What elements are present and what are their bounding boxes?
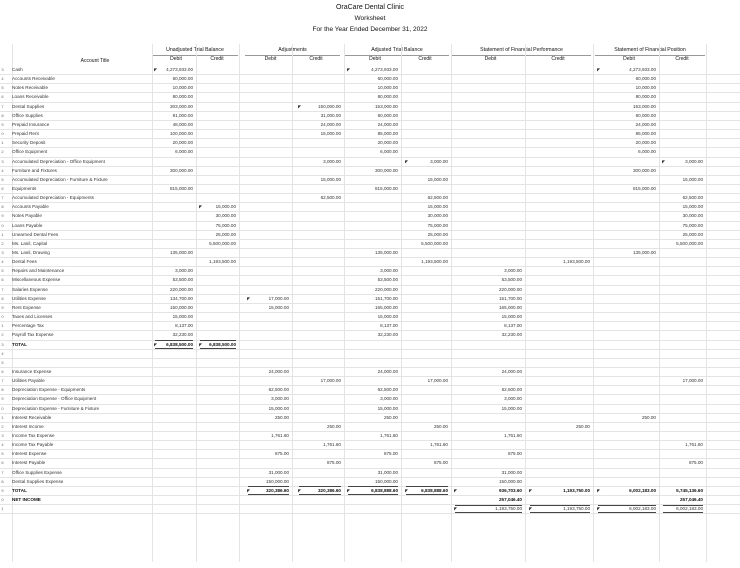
amount-cell: 6,838,888.60 — [421, 487, 448, 493]
amount-cell: 25,000.00 — [215, 231, 236, 237]
row-number: 1 — [1, 231, 4, 237]
amount-cell: 91,000.00 — [172, 112, 193, 118]
cell-flag-icon: ◤ — [597, 487, 601, 493]
amount-cell: 85,000.00 — [635, 131, 656, 137]
amount-cell: 150,000.00 — [499, 478, 522, 484]
account-name: Furniture and Fixtures — [12, 167, 57, 173]
row-number: 5 — [1, 176, 4, 182]
account-name: Taxes and Licenses — [12, 314, 53, 320]
amount-cell: 24,000.00 — [268, 368, 289, 374]
amount-cell: 6,002,183.00 — [629, 506, 656, 512]
row-number: 7 — [1, 469, 4, 475]
amount-cell: 62,500.00 — [268, 387, 289, 393]
amount-cell: 320,386.60 — [318, 487, 341, 493]
amount-cell: 815,000.00 — [633, 185, 656, 191]
company-name: OraCare Dental Clinic — [335, 4, 405, 11]
worksheet-period: For the Year Ended December 31, 2022 — [312, 26, 428, 33]
row-number: 3 — [1, 67, 4, 72]
row-number: 0 — [1, 497, 4, 503]
debit-header: Debit — [623, 56, 635, 62]
amount-cell: 257,046.40 — [499, 497, 522, 503]
account-name: Accumulated Depreciation - Equipments — [12, 195, 94, 201]
amount-cell: 100,000.00 — [170, 131, 193, 137]
group-underline — [452, 55, 591, 56]
amount-cell: 3,000.00 — [380, 268, 398, 274]
amount-cell: 1,761.60 — [271, 433, 289, 438]
amount-cell: 135,000.00 — [375, 250, 398, 255]
account-name: Dental Fees — [12, 259, 37, 265]
amount-cell: 20,000.00 — [172, 140, 193, 146]
amount-cell: 1,761.60 — [685, 442, 703, 448]
amount-cell: 165,000.00 — [499, 304, 522, 310]
row-number: 8 — [1, 387, 4, 393]
column-group-header: Statement of Financial Performance — [480, 47, 563, 53]
account-name: Notes Payable — [12, 213, 42, 219]
row-number: 6 — [1, 368, 4, 374]
row-number: 3 — [1, 158, 4, 164]
amount-cell: 153,000.00 — [633, 103, 656, 109]
cell-flag-icon: ◤ — [529, 487, 533, 493]
amount-cell: 31,000.00 — [320, 112, 341, 118]
amount-cell: 300,000.00 — [375, 167, 398, 173]
account-name: Ms. Lanil, Drawing — [12, 250, 50, 255]
amount-cell: 48,000.00 — [172, 121, 193, 127]
amount-cell: 6,000.00 — [380, 149, 398, 155]
account-name: Dental Supplies Expense — [12, 478, 64, 484]
amount-cell: 8,137.00 — [380, 323, 398, 329]
account-name: Repairs and Maintenance — [12, 268, 65, 274]
amount-cell: 875.00 — [507, 451, 522, 457]
account-name: Office Supplies — [12, 112, 43, 118]
amount-cell: 15,000.00 — [682, 204, 703, 210]
account-name: Depreciation Expense - Equipments — [12, 387, 86, 393]
amount-cell: 135,000.00 — [633, 250, 656, 255]
amount-cell: 15,000.00 — [427, 176, 448, 182]
amount-cell: 24,000.00 — [501, 368, 522, 374]
row-number: 8 — [1, 204, 4, 210]
credit-header: Credit — [551, 56, 565, 62]
amount-cell: 25,000.00 — [682, 231, 703, 237]
cell-flag-icon: ◤ — [529, 506, 533, 512]
account-name: Accumulated Depreciation - Office Equipment — [12, 158, 105, 164]
amount-cell: 75,000.00 — [682, 222, 703, 228]
amount-cell: 300,000.00 — [633, 167, 656, 173]
amount-cell: 75,000.00 — [427, 222, 448, 228]
amount-cell: 150,000.00 — [318, 103, 341, 109]
amount-cell: 151,700.00 — [375, 295, 398, 301]
row-number: 8 — [1, 478, 4, 484]
amount-cell: 32,230.00 — [377, 332, 398, 338]
row-number: 9 — [1, 121, 4, 127]
amount-cell: 31,000.00 — [501, 469, 522, 475]
amount-cell: 250.00 — [433, 423, 448, 429]
account-name: Loans Payable — [12, 222, 43, 228]
amount-cell: 815,000.00 — [170, 185, 193, 191]
amount-cell: 4,273,933.00 — [166, 67, 193, 72]
amount-cell: 250.00 — [274, 414, 289, 420]
row-number: 7 — [1, 195, 4, 201]
amount-cell: 150,000.00 — [170, 304, 193, 310]
amount-cell: 15,000.00 — [377, 405, 398, 411]
amount-cell: 17,000.00 — [268, 295, 289, 301]
amount-cell: 6,000.00 — [175, 149, 193, 155]
debit-header: Debit — [170, 56, 182, 62]
amount-cell: 20,000.00 — [635, 140, 656, 146]
amount-cell: 80,000.00 — [635, 94, 656, 100]
amount-cell: 53,500.00 — [377, 277, 398, 283]
amount-cell: 15,000.00 — [501, 314, 522, 320]
amount-cell: 1,193,500.00 — [421, 259, 448, 265]
grid-row-line — [0, 358, 740, 359]
row-number: 1 — [1, 323, 4, 329]
amount-cell: 1,193,500.00 — [563, 259, 590, 265]
account-name: Office Supplies Expense — [12, 469, 62, 475]
amount-cell: 60,000.00 — [172, 76, 193, 82]
amount-cell: 30,000.00 — [427, 213, 448, 219]
amount-cell: 24,000.00 — [377, 121, 398, 127]
amount-cell: 80,000.00 — [172, 94, 193, 100]
worksheet-title: Worksheet — [354, 15, 386, 22]
cell-flag-icon: ◤ — [247, 295, 251, 301]
account-name: TOTAL — [12, 487, 27, 493]
cell-flag-icon: ◤ — [347, 67, 351, 72]
account-name: Security Deposit — [12, 140, 46, 146]
amount-cell: 62,500.00 — [427, 195, 448, 201]
row-number: 7 — [1, 103, 4, 109]
amount-cell: 8,137.00 — [175, 323, 193, 329]
account-name: Unearned Dental Fees — [12, 231, 59, 237]
amount-cell: 1,193,750.00 — [563, 487, 590, 493]
amount-cell: 17,000.00 — [682, 378, 703, 384]
amount-cell: 6,000.00 — [638, 149, 656, 155]
amount-cell: 250.00 — [326, 423, 341, 429]
amount-cell: 60,000.00 — [635, 76, 656, 82]
amount-cell: 150,000.00 — [266, 478, 289, 484]
amount-cell: 10,000.00 — [172, 85, 193, 91]
amount-cell: 875.00 — [274, 451, 289, 457]
account-name: Cash — [12, 67, 23, 72]
amount-cell: 1,193,750.00 — [495, 506, 522, 512]
amount-cell: 60,000.00 — [635, 112, 656, 118]
row-number: 0 — [1, 131, 4, 137]
amount-cell: 15,000.00 — [268, 405, 289, 411]
row-number: 2 — [1, 423, 4, 429]
row-number: 3 — [1, 341, 4, 347]
account-name: Utilities Payable — [12, 378, 45, 384]
account-name: Income Tax Payable — [12, 442, 54, 448]
account-name: Loans Receivable — [12, 94, 49, 100]
amount-cell: 32,230.00 — [172, 332, 193, 338]
amount-cell: 3,000.00 — [175, 268, 193, 274]
row-number: 9 — [1, 213, 4, 219]
cell-flag-icon: ◤ — [597, 67, 601, 72]
amount-cell: 80,000.00 — [377, 94, 398, 100]
credit-header: Credit — [210, 56, 224, 62]
amount-cell: 3,000.00 — [685, 158, 703, 164]
column-group-header: Unadjusted Trial Balance — [166, 47, 224, 53]
amount-cell: 6,002,183.00 — [629, 487, 656, 493]
debit-header: Debit — [484, 56, 497, 62]
account-name: Insurance Expense — [12, 368, 52, 374]
amount-cell: 15,000.00 — [320, 131, 341, 137]
row-number: 5 — [1, 85, 4, 91]
account-name: Office Equipment — [12, 149, 48, 155]
amount-cell: 3,000.00 — [380, 396, 398, 402]
amount-cell: 3,000.00 — [504, 268, 522, 274]
account-name: Prepaid Insurance — [12, 121, 50, 127]
amount-cell: 320,386.60 — [266, 487, 289, 493]
amount-cell: 5,500,000.00 — [676, 240, 703, 246]
debit-header: Debit — [369, 56, 381, 62]
amount-cell: 10,000.00 — [377, 85, 398, 91]
account-name: Rent Expense — [12, 304, 41, 310]
row-number: 3 — [1, 433, 4, 438]
row-number: 9 — [1, 487, 4, 493]
amount-cell: 75,000.00 — [215, 222, 236, 228]
cell-flag-icon: ◤ — [454, 487, 458, 493]
amount-cell: 220,000.00 — [499, 286, 522, 292]
account-name: Miscellaneous Expense — [12, 277, 61, 283]
amount-cell: 15,000.00 — [377, 314, 398, 320]
cell-flag-icon: ◤ — [199, 341, 203, 347]
amount-cell: 250.00 — [641, 414, 656, 420]
account-name: Notes Receivable — [12, 85, 49, 91]
amount-cell: 60,000.00 — [377, 76, 398, 82]
amount-cell: 875.00 — [326, 460, 341, 466]
amount-cell: 875.00 — [383, 451, 398, 457]
amount-cell: 20,000.00 — [377, 140, 398, 146]
amount-cell: 6,002,183.00 — [676, 506, 703, 512]
account-name: TOTAL — [12, 341, 27, 347]
account-name: NET INCOME — [12, 497, 41, 503]
amount-cell: 250.00 — [575, 423, 590, 429]
account-name: Payroll Tax Expense — [12, 332, 54, 338]
cell-flag-icon: ◤ — [347, 487, 351, 493]
amount-cell: 15,000.00 — [682, 176, 703, 182]
amount-cell: 6,838,500.00 — [166, 341, 193, 347]
amount-cell: 303,000.00 — [170, 103, 193, 109]
credit-header: Credit — [309, 56, 323, 62]
amount-cell: 32,230.00 — [501, 332, 522, 338]
amount-cell: 15,000.00 — [268, 304, 289, 310]
account-name: Percentage Tax — [12, 323, 44, 329]
amount-cell: 165,000.00 — [375, 304, 398, 310]
row-number: 5 — [1, 451, 4, 457]
amount-cell: 15,000.00 — [320, 176, 341, 182]
row-number: 2 — [1, 332, 4, 338]
amount-cell: 30,000.00 — [682, 213, 703, 219]
amount-cell: 3,000.00 — [504, 396, 522, 402]
row-number: 4 — [1, 167, 4, 173]
row-number: 0 — [1, 222, 4, 228]
column-group-header: Adjusted Trial Balance — [371, 47, 423, 53]
amount-cell: 15,000.00 — [215, 204, 236, 210]
account-name: Accumulated Depreciation - Furniture & Fixture — [12, 176, 108, 182]
row-number: 0 — [1, 314, 4, 320]
amount-cell: 936,703.60 — [499, 487, 522, 493]
amount-cell: 1,761.60 — [504, 433, 522, 438]
amount-cell: 6,838,500.00 — [209, 341, 236, 347]
amount-cell: 24,000.00 — [635, 121, 656, 127]
group-underline — [345, 55, 449, 56]
cell-flag-icon: ◤ — [154, 341, 158, 347]
cell-flag-icon: ◤ — [405, 487, 409, 493]
account-name: Interest Receivable — [12, 414, 52, 420]
debit-header: Debit — [264, 56, 277, 62]
amount-cell: 300,000.00 — [170, 167, 193, 173]
amount-cell: 3,000.00 — [323, 158, 341, 164]
cell-flag-icon: ◤ — [405, 158, 409, 164]
cell-flag-icon: ◤ — [154, 67, 158, 72]
account-name: Accounts Payable — [12, 204, 49, 210]
credit-header: Credit — [418, 56, 432, 62]
row-number: 8 — [1, 295, 4, 301]
row-number: 9 — [1, 304, 4, 310]
grid-row-line — [0, 513, 740, 514]
cell-flag-icon: ◤ — [662, 158, 666, 164]
row-number: 5 — [1, 268, 4, 274]
account-name: Utilities Expense — [12, 295, 46, 301]
amount-cell: 62,500.00 — [501, 387, 522, 393]
account-name: Prepaid Rent — [12, 131, 39, 137]
cell-flag-icon: ◤ — [454, 506, 458, 512]
row-number: 5 — [1, 359, 4, 365]
row-number: 2 — [1, 149, 4, 155]
account-name: Interest Income — [12, 423, 44, 429]
amount-cell: 220,000.00 — [170, 286, 193, 292]
cell-flag-icon: ◤ — [298, 487, 302, 493]
amount-cell: 10,000.00 — [635, 85, 656, 91]
amount-cell: 1,193,750.00 — [563, 506, 590, 512]
amount-cell: 53,500.00 — [501, 277, 522, 283]
row-number: 7 — [1, 286, 4, 292]
amount-cell: 31,000.00 — [268, 469, 289, 475]
amount-cell: 875.00 — [688, 460, 703, 466]
cell-flag-icon: ◤ — [298, 103, 302, 109]
row-number: 3 — [1, 250, 4, 255]
row-number: 6 — [1, 94, 4, 100]
amount-cell: 151,700.00 — [499, 295, 522, 301]
amount-cell: 4,273,933.00 — [629, 67, 656, 72]
row-number: 9 — [1, 396, 4, 402]
amount-cell: 60,000.00 — [377, 112, 398, 118]
amount-cell: 1,761.60 — [430, 442, 448, 448]
amount-cell: 6,838,888.60 — [371, 487, 398, 493]
amount-cell: 31,000.00 — [377, 469, 398, 475]
amount-cell: 8,137.00 — [504, 323, 522, 329]
grid-row-line — [0, 349, 740, 350]
amount-cell: 17,000.00 — [427, 378, 448, 384]
amount-cell: 53,500.00 — [172, 277, 193, 283]
amount-cell: 3,000.00 — [430, 158, 448, 164]
row-number: 6 — [1, 185, 4, 191]
row-number: 1 — [1, 506, 4, 512]
account-name: Income Tax Expense — [12, 433, 55, 438]
account-name: Equipments — [12, 185, 37, 191]
amount-cell: 135,000.00 — [170, 250, 193, 255]
amount-cell: 24,000.00 — [377, 368, 398, 374]
amount-cell: 17,000.00 — [320, 378, 341, 384]
account-name: Depreciation Expense - Furniture & Fixture — [12, 405, 100, 411]
amount-cell: 220,000.00 — [375, 286, 398, 292]
amount-cell: 15,000.00 — [501, 405, 522, 411]
account-name: Interest Expense — [12, 451, 47, 457]
column-group-header: Statement of Financial Position — [614, 47, 686, 53]
amount-cell: 153,000.00 — [375, 103, 398, 109]
account-name: Ms. Lanil, Capital — [12, 240, 48, 246]
amount-cell: 5,745,136.60 — [676, 487, 703, 493]
amount-cell: 875.00 — [433, 460, 448, 466]
amount-cell: 62,500.00 — [320, 195, 341, 201]
amount-cell: 1,761.60 — [323, 442, 341, 448]
column-group-header: Adjustments — [278, 47, 307, 53]
row-number: 4 — [1, 350, 4, 356]
amount-cell: 30,000.00 — [215, 213, 236, 219]
amount-cell: 5,500,000.00 — [209, 240, 236, 246]
row-number: 1 — [1, 414, 4, 420]
row-number: 4 — [1, 76, 4, 82]
amount-cell: 15,000.00 — [172, 314, 193, 320]
cell-flag-icon: ◤ — [597, 506, 601, 512]
amount-cell: 25,000.00 — [427, 231, 448, 237]
account-name: Accounts Receivable — [12, 76, 55, 82]
credit-header: Credit — [675, 56, 689, 62]
amount-cell: 62,500.00 — [682, 195, 703, 201]
cell-flag-icon: ◤ — [247, 487, 251, 493]
amount-cell: 815,000.00 — [375, 185, 398, 191]
group-underline — [595, 55, 705, 56]
row-number: 4 — [1, 442, 4, 448]
row-number: 2 — [1, 240, 4, 246]
account-name: Salaries Expense — [12, 286, 48, 292]
amount-cell: 4,273,933.00 — [371, 67, 398, 72]
row-number: 8 — [1, 112, 4, 118]
account-name: Interest Payable — [12, 460, 46, 466]
row-number: 7 — [1, 378, 4, 384]
amount-cell: 1,761.60 — [380, 433, 398, 438]
amount-cell: 134,700.00 — [170, 295, 193, 301]
row-number: 0 — [1, 405, 4, 411]
amount-cell: 1,193,500.00 — [209, 259, 236, 265]
amount-cell: 85,000.00 — [377, 131, 398, 137]
amount-cell: 150,000.00 — [375, 478, 398, 484]
account-name: Depreciation Expense - Office Equipment — [12, 396, 97, 402]
amount-cell: 250.00 — [383, 414, 398, 420]
group-underline — [152, 55, 238, 56]
amount-cell: 5,500,000.00 — [421, 240, 448, 246]
account-title-header: Account Title — [80, 58, 110, 64]
amount-cell: 15,000.00 — [427, 204, 448, 210]
amount-cell: 62,500.00 — [377, 387, 398, 393]
cell-flag-icon: ◤ — [199, 204, 203, 210]
row-number: 4 — [1, 259, 4, 265]
row-number: 6 — [1, 277, 4, 283]
row-number: 1 — [1, 140, 4, 146]
account-name: Dental Supplies — [12, 103, 45, 109]
amount-cell: 257,046.40 — [680, 497, 703, 503]
amount-cell: 24,000.00 — [320, 121, 341, 127]
row-number: 6 — [1, 460, 4, 466]
amount-cell: 3,000.00 — [271, 396, 289, 402]
